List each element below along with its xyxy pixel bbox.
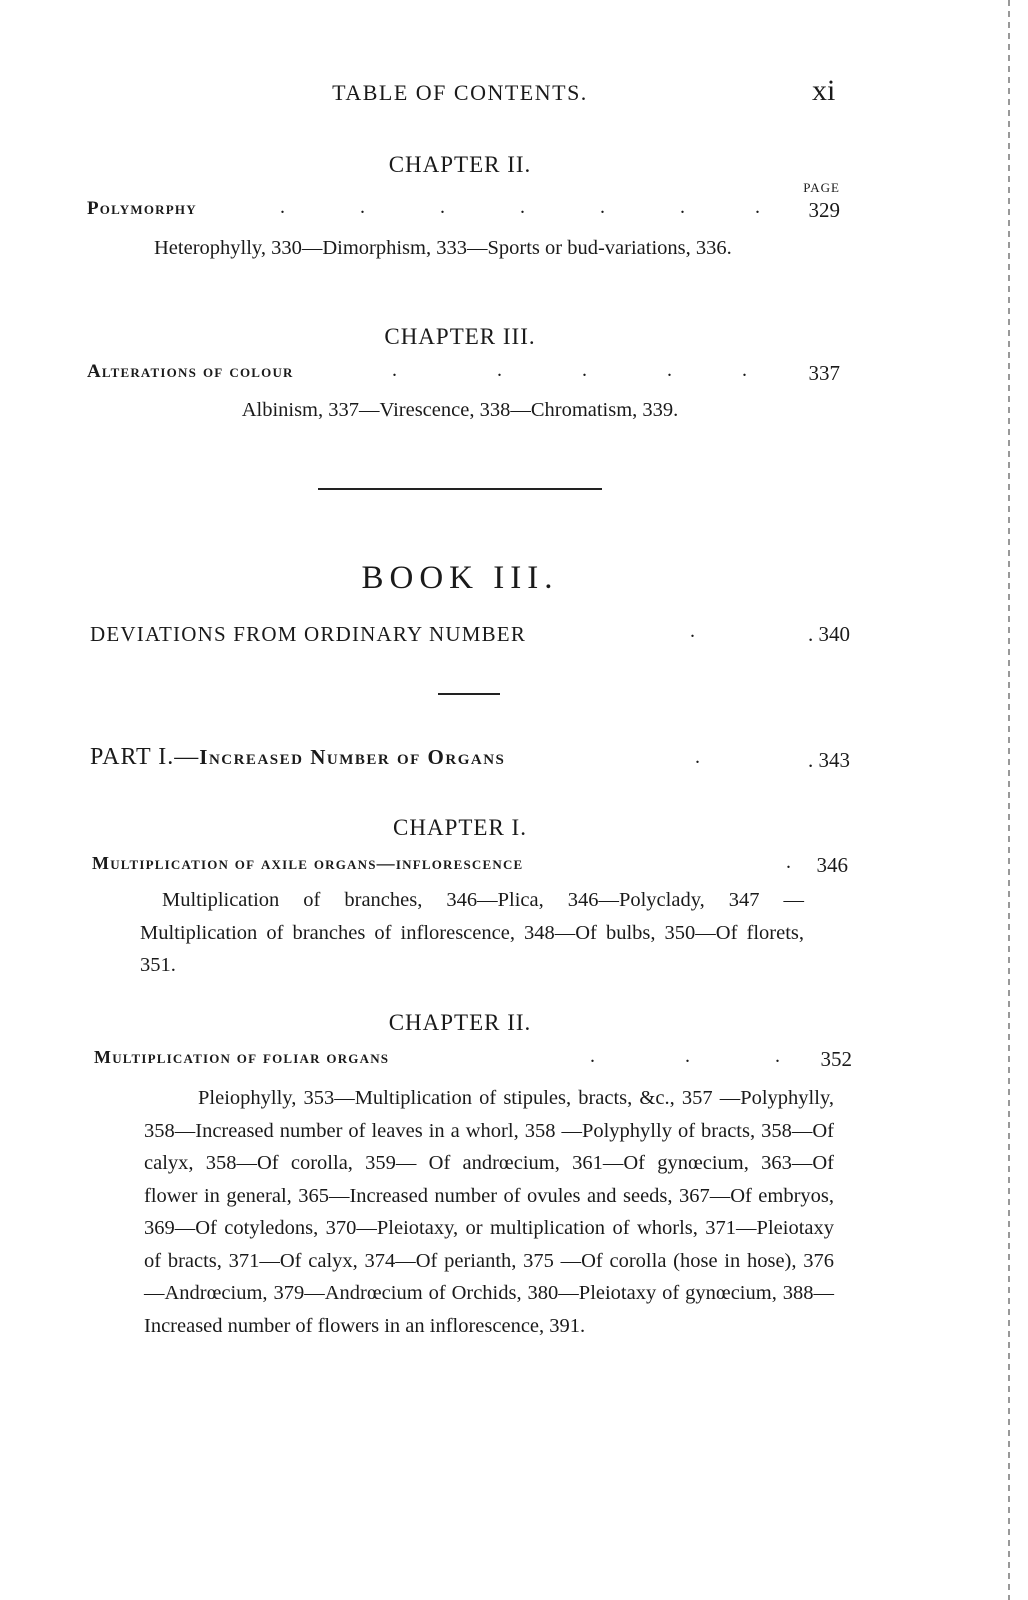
leader-dots: . . . xyxy=(590,1045,780,1067)
leader-dots: . . . . . . . xyxy=(280,196,760,218)
toc-page-number: 352 xyxy=(820,1047,852,1071)
page-edge-mark xyxy=(1008,0,1010,1600)
toc-page-number: . 340 xyxy=(808,622,850,646)
short-divider xyxy=(438,693,500,695)
toc-entry-title: Multiplication of foliar organs xyxy=(94,1047,390,1067)
toc-description-text: Heterophylly, 330—Dimorphism, 333—Sports or bud-variations, 336. xyxy=(154,237,732,259)
part-prefix: PART I.— xyxy=(90,744,200,770)
chapter-heading: CHAPTER I. xyxy=(393,815,527,840)
toc-page-number: 329 xyxy=(808,198,840,222)
chapter-heading: CHAPTER III. xyxy=(384,324,536,349)
section-divider xyxy=(318,488,602,490)
page-column-label: PAGE xyxy=(803,180,840,195)
toc-page-number: . 343 xyxy=(808,748,850,772)
toc-description: Pleiophylly, 353—Multiplication of stipules, bracts, &c., 357 —Polyphylly, 358—Increased number of leaves in a whorl, 358 —Polyphylly of bracts, 358—Of calyx, 358—Of corolla, 359— Of andrœcium, 361—Of gynœcium, 363—Of flower in general, 365—Increased number of ovules and seeds, 367—Of embryos, 369—Of cotyledons, 370—Pleiotaxy, or multiplication of whorls, 371—Pleiotaxy of bracts, 371—Of calyx, 374—Of perianth, 375 —Of corolla (hose in hose), 376—Andrœcium, 379—Andrœcium of Orchids, 380—Pleiotaxy of gynœcium, 388—Increased number of flowers in an inflorescence, 391. xyxy=(144,1087,834,1337)
running-header: TABLE OF CONTENTS. xyxy=(332,80,588,105)
part-title: Increased Number of Organs xyxy=(199,745,506,769)
leader-dots: . xyxy=(690,620,695,642)
leader-dots: . xyxy=(695,746,700,768)
toc-entry-title: Alterations of colour xyxy=(87,361,294,382)
page-folio: xi xyxy=(812,74,836,107)
book-heading: BOOK III. xyxy=(361,560,559,596)
leader-dots: . xyxy=(786,851,791,873)
toc-entry-title: DEVIATIONS FROM ORDINARY NUMBER xyxy=(90,622,527,646)
part-heading xyxy=(90,744,505,771)
chapter-heading: CHAPTER II. xyxy=(388,152,532,177)
toc-entry-title: Multiplication of axile organs—inflorescence xyxy=(92,853,524,873)
leader-dots: . . . . . xyxy=(392,359,747,381)
toc-page-number: 346 xyxy=(816,853,848,877)
chapter-heading: CHAPTER II. xyxy=(388,1010,532,1035)
toc-description: Multiplication of branches, 346—Plica, 346—Polyclady, 347 —Multiplication of branches of inflorescence, 348—Of bulbs, 350—Of florets, 351. xyxy=(140,889,804,976)
toc-page-number: 337 xyxy=(808,361,840,385)
toc-description: Albinism, 337—Virescence, 338—Chromatism, 339. xyxy=(241,399,679,421)
toc-description xyxy=(112,232,792,265)
toc-entry-title: Polymorphy xyxy=(87,198,197,219)
